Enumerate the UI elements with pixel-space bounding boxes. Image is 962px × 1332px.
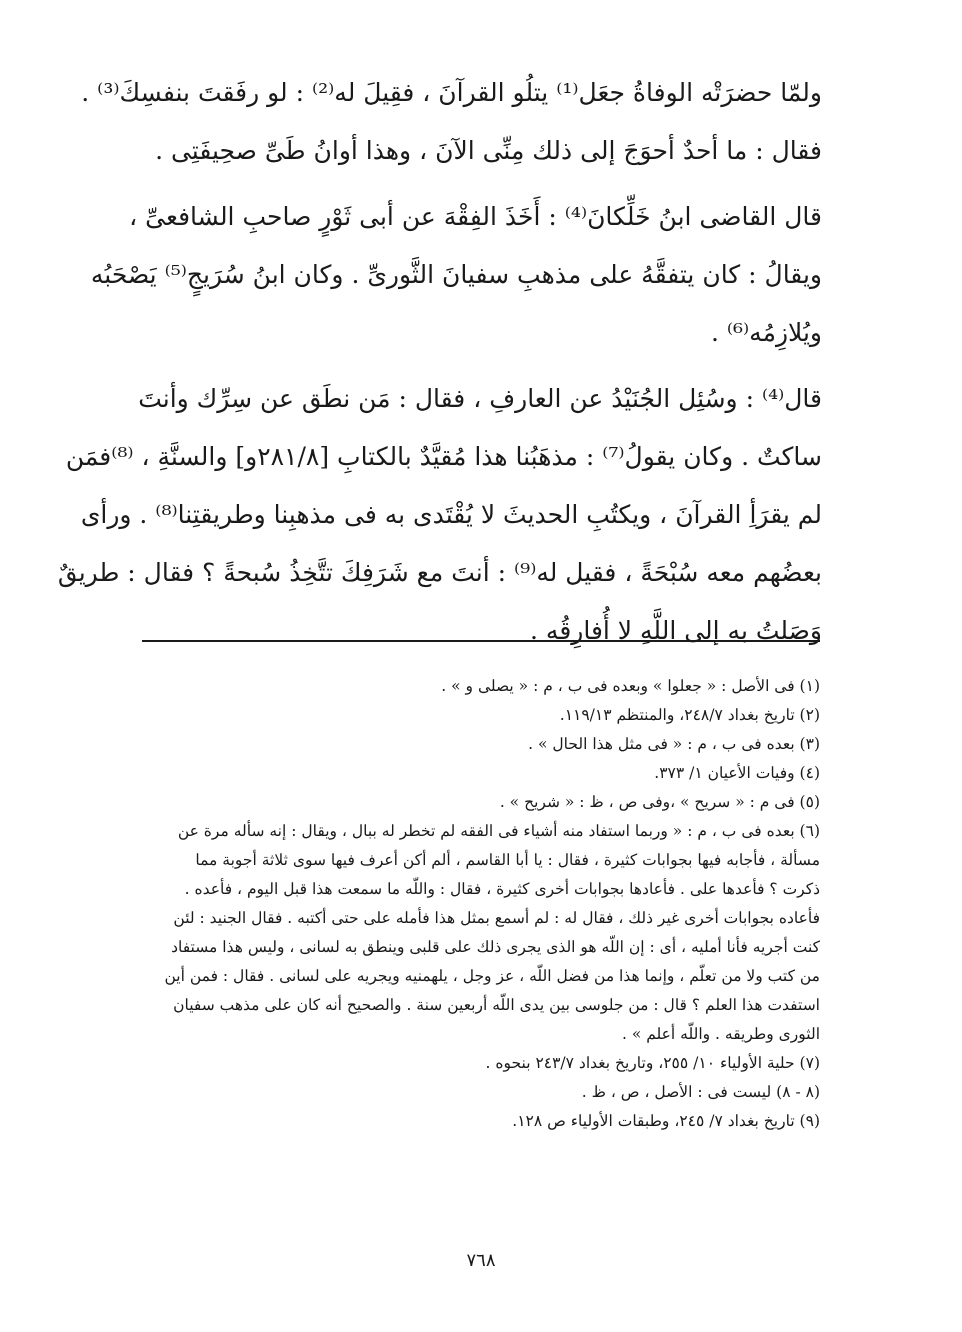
footnote-line: (٧) حلية الأولياء ١٠/ ٢٥٥، وتاريخ بغداد ٢٤٣/٧ بنحوه . (485, 1054, 820, 1072)
text-line: بعضُهم معه سُبْحَةً ، فقيل له⁽⁹⁾ : أنتَ مع شَرَفِكَ تتَّخِذُ سُبحةً ؟ فقال : طريقٌ (57, 558, 822, 587)
footnote-line: مسألة ، فأجابه فيها بجوابات كثيرة ، فقال : يا أبا القاسم ، ألم أكن أعرف فيها سوى ثلاثة أجوبة مما (195, 851, 820, 869)
footnote-line: (٣) بعده فى ب ، م : « فى مثل هذا الحال » . (528, 735, 820, 753)
text-line: قال⁽⁴⁾ : وسُئِل الجُنَيْدُ عن العارفِ ، فقال : مَن نطَق عن سِرِّك وأنتَ (138, 384, 822, 413)
text-line: ولمّا حضرَتْه الوفاةُ جعَل⁽¹⁾ يتلُو القرآنَ ، فقِيلَ له⁽²⁾ : لو رفَقتَ بنفسِكَ⁽³⁾ . (81, 78, 822, 107)
text-line: ويقالُ : كان يتفقَّهُ على مذهبِ سفيانَ الثَّورىِّ . وكان ابنُ سُرَيجٍ⁽⁵⁾ يَصْحَبُه (90, 260, 822, 289)
paragraph-1 (81, 64, 822, 180)
text-line: ويُلازِمُه⁽⁶⁾ . (710, 318, 822, 347)
footnote-line: (٨ - ٨) ليست فى : الأصل ، ص ، ظ . (581, 1083, 820, 1101)
page-number: ٧٦٨ (466, 1250, 496, 1271)
footnote-line: (٥) فى م : « سريح » ،وفى ص ، ظ : « شريح » . (499, 793, 820, 811)
footnote-line: (٩) تاريخ بغداد ٧/ ٢٤٥، وطبقات الأولياء ص ١٢٨. (512, 1112, 820, 1130)
footnotes (110, 672, 820, 1136)
text-line: فقال : ما أحدٌ أحوَجَ إلى ذلك مِنِّى الآنَ ، وهذا أوانُ طَىِّ صحِيفَتِى . (155, 136, 822, 165)
footnote-line: ذكرت ؟ فأعدها على . فأعادها بجوابات أخرى كثيرة ، فقال : واللّه ما سمعت هذا قبل اليوم ، فأعده . (184, 880, 820, 898)
footnote-line: (٢) تاريخ بغداد ٢٤٨/٧، والمنتظم ١١٩/١٣. (559, 706, 820, 724)
footnote-line: كنت أجريه فأنا أمليه ، أى : إن اللّه هو الذى يجرى ذلك على قلبى وينطق به لسانى ، وليس هذا مستفاد (171, 938, 820, 956)
footnote-line: (٤) وفيات الأعيان ١/ ٣٧٣. (654, 764, 820, 782)
text-line: قال القاضى ابنُ خَلِّكانَ⁽⁴⁾ : أَخَذَ الفِقْهَ عن أبى ثَوْرٍ صاحبِ الشافعىِّ ، (129, 202, 822, 231)
paragraph-3 (57, 370, 822, 660)
footnote-line: (٦) بعده فى ب ، م : « وربما استفاد منه أشياء فى الفقه لم تخطر له ببال ، ويقال : إنه سأله مرة عن (177, 822, 820, 840)
text-line: ساكتٌ . وكان يقولُ⁽⁷⁾ : مذهَبُنا هذا مُقيَّدٌ بالكتابِ [٢٨١/٨و] والسنَّةِ ، ⁽⁸⁾فمَن (65, 442, 822, 471)
footnote-line: الثورى وطريقه . واللّه أعلم » . (621, 1025, 820, 1043)
text-line: وَصَلتُ به إلى اللَّهِ لا أُفارِقُه . (530, 616, 822, 645)
footnote-separator (142, 640, 820, 642)
text-line: لم يقرَأِ القرآنَ ، ويكتُبِ الحديثَ لا يُقْتَدى به فى مذهبِنا وطريقتِنا⁽⁸⁾ . ورأى (80, 500, 822, 529)
paragraph-2 (90, 188, 822, 362)
footnote-line: فأعاده بجوابات أخرى غير ذلك ، فقال له : لم أسمع بمثل هذا فأمله على حتى أكتبه . فقال الجنيد : لئن (173, 909, 820, 927)
footnote-line: استفدت هذا العلم ؟ قال : من جلوسى بين يدى اللّه أربعين سنة . والصحيح أنه كان على مذهب سفيان (173, 996, 820, 1014)
footnote-line: من كتب ولا من تعلّم ، وإنما هذا من فضل اللّه ، عز وجل ، يلهمنيه ويجريه على لسانى . فقال : فمن أين (164, 967, 820, 985)
footnote-line: (١) فى الأصل : « جعلوا » وبعده فى ب ، م : « يصلى و » . (441, 677, 820, 695)
